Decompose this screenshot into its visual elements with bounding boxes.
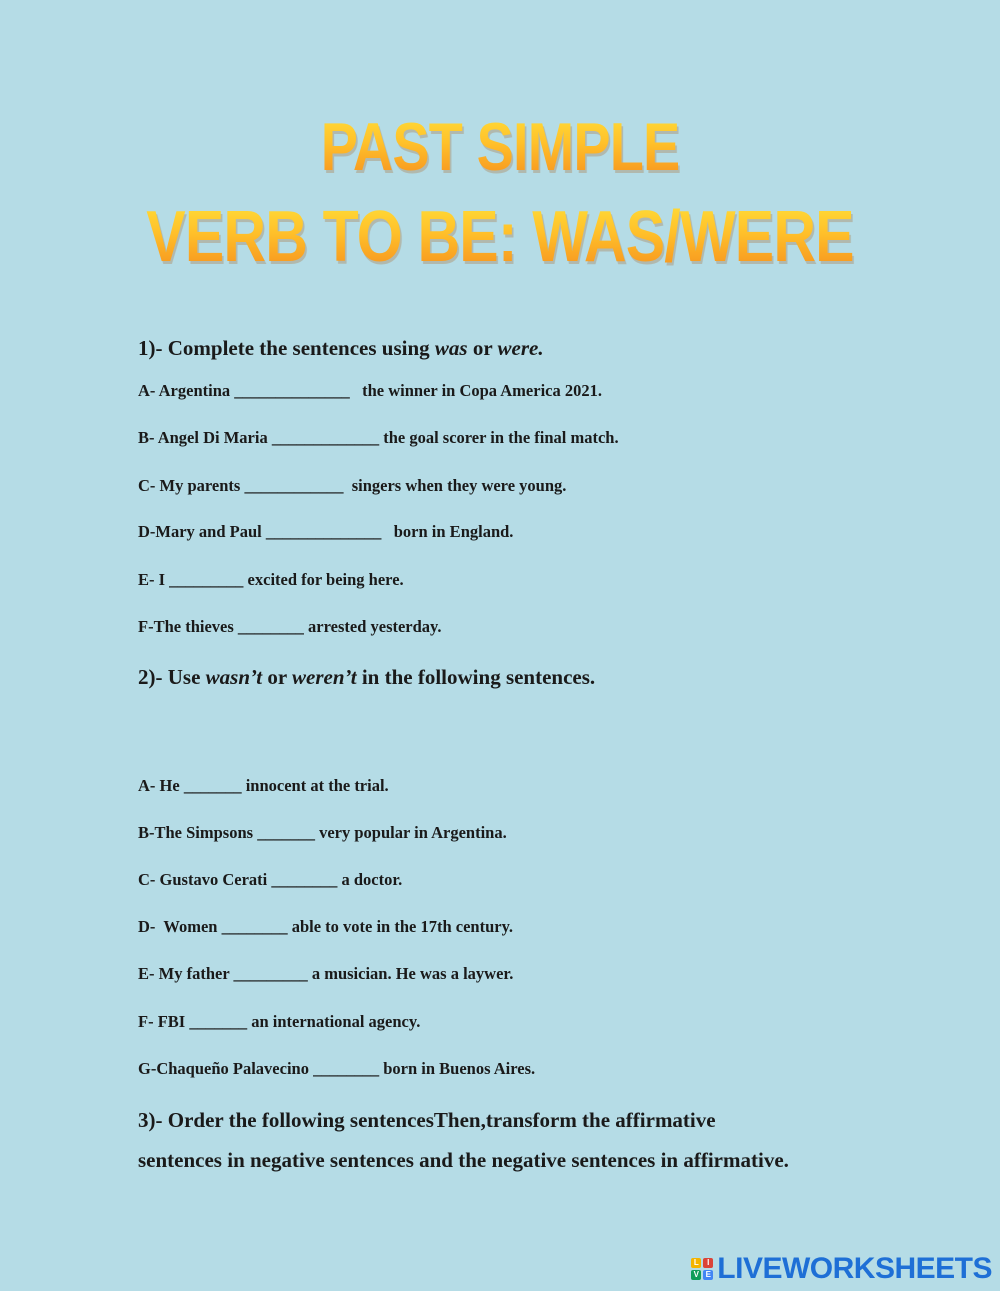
section2-mid: or [262, 665, 293, 689]
liveworksheets-logo-text: LIVEWORKSHEETS [717, 1252, 992, 1285]
section2-item-c: C- Gustavo Cerati ________ a doctor. [138, 870, 403, 889]
section2-item-e: E- My father _________ a musician. He was a laywer. [138, 964, 514, 983]
section2-word-werent: weren’t [292, 665, 357, 689]
section1-word-was: was [434, 336, 468, 360]
section2-prefix: 2)- Use [138, 665, 206, 689]
section2-item-f: F- FBI _______ an international agency. [138, 1012, 421, 1031]
section1-item-f: F-The thieves ________ arrested yesterday. [138, 617, 442, 636]
section1-item-d: D-Mary and Paul ______________ born in England. [138, 522, 514, 541]
liveworksheets-logo [691, 1253, 992, 1285]
logo-tile-v: V [691, 1270, 701, 1280]
section2-heading [138, 665, 595, 690]
section2-item-g: G-Chaqueño Palavecino ________ born in Buenos Aires. [138, 1059, 536, 1078]
logo-tile-l: L [691, 1258, 701, 1268]
section2-item-b: B-The Simpsons _______ very popular in Argentina. [138, 823, 507, 842]
section1-prefix: 1)- Complete the sentences using [138, 336, 435, 360]
section1-item-e: E- I _________ excited for being here. [138, 570, 404, 589]
logo-tile-e: E [703, 1270, 713, 1280]
section1-item-a: A- Argentina ______________ the winner in Copa America 2021. [138, 381, 602, 400]
title-line-2: VERB TO BE: WAS/WERE [90, 196, 910, 278]
section1-item-b: B- Angel Di Maria _____________ the goal scorer in the final match. [138, 428, 619, 447]
section2-suffix: in the following sentences. [356, 665, 596, 689]
logo-tile-i: I [703, 1258, 713, 1268]
liveworksheets-logo-icon [691, 1258, 713, 1280]
section3-heading [138, 1100, 878, 1180]
section2-item-d: D- Women ________ able to vote in the 17th century. [138, 917, 514, 936]
title-line-1: PAST SIMPLE [90, 108, 910, 186]
section1-word-were: were. [497, 336, 544, 360]
section2-item-a: A- He _______ innocent at the trial. [138, 776, 389, 795]
section3-line-1: 3)- Order the following sentencesThen,transform the affirmative [138, 1108, 716, 1132]
section3-line-2: sentences in negative sentences and the negative sentences in affirmative. [138, 1148, 789, 1172]
section1-item-c: C- My parents ____________ singers when they were young. [138, 476, 567, 495]
section1-mid: or [467, 336, 498, 360]
section1-heading [138, 336, 544, 361]
section2-word-wasnt: wasn’t [205, 665, 263, 689]
